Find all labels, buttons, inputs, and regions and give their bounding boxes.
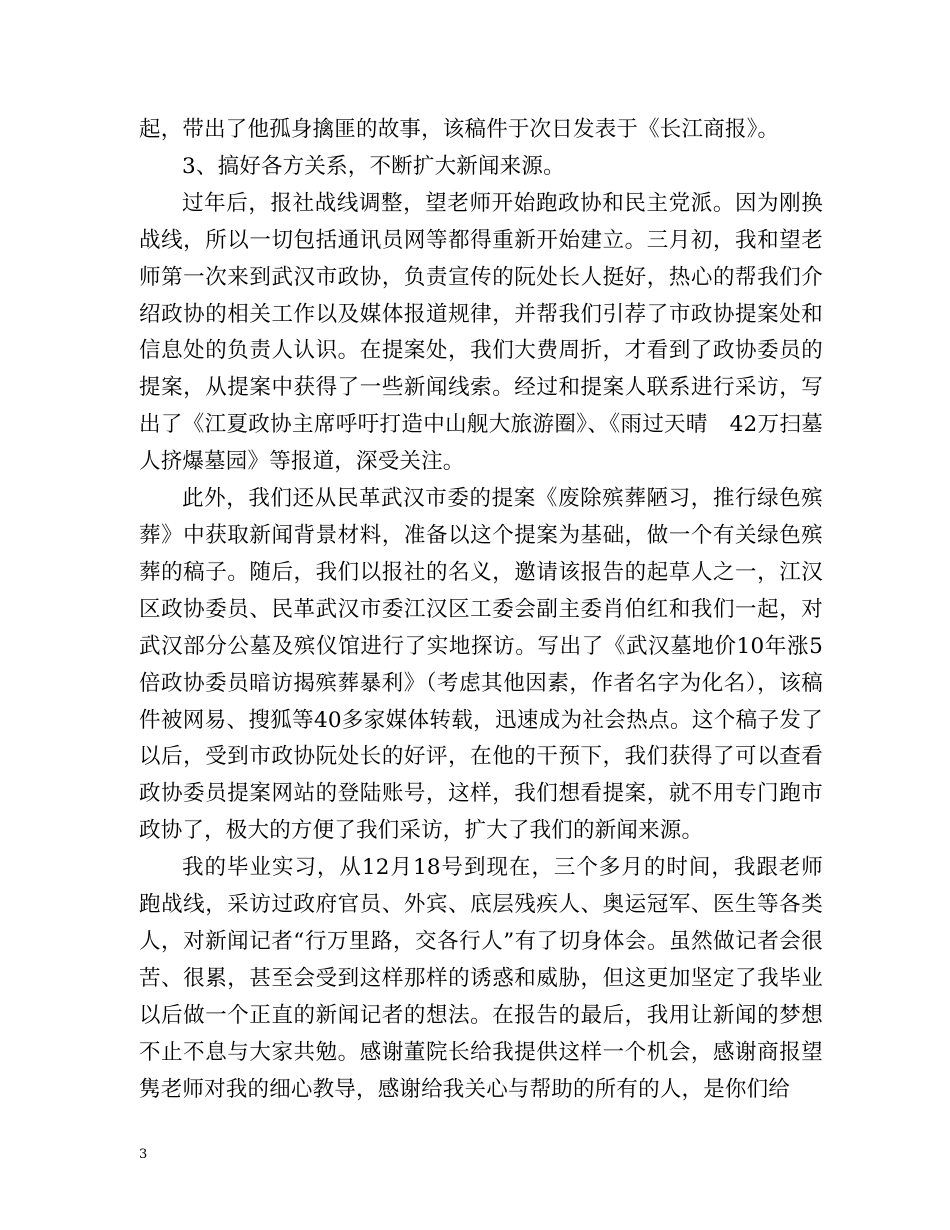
paragraph-internship-summary: 我的毕业实习，从12月18号到现在，三个多月的时间，我跟老师跑战线，采访过政府官员、外宾、底层残疾人、奥运冠军、医生等各类人，对新闻记者“行万里路，交各行人”有了切身体会。虽然做记者会很苦、很累，甚至会受到这样那样的诱惑和威胁，但这更加坚定了我毕业以后做一个正直的新闻记者的想法。在报告的最后，我用让新闻的梦想不止不息与大家共勉。感谢董院长给我提供这样一个机会，感谢商报望隽老师对我的细心教导，感谢给我关心与帮助的所有的人，是你们给 (139, 855, 823, 1102)
page-number: 3 (139, 1147, 148, 1162)
paragraph-continuation: 起，带出了他孤身擒匪的故事，该稿件于次日发表于《长江商报》。 (139, 117, 780, 142)
paragraph-cppcc: 过年后，报社战线调整，望老师开始跑政协和民主党派。因为刚换战线，所以一切包括通讯员网等都得重新开始建立。三月初，我和望老师第一次来到武汉市政协，负责宣传的阮处长人挺好，热心的帮我们介绍政协的相关工作以及媒体报道规律，并帮我们引荐了市政协提案处和信息处的负责人认识。在提案处，我们大费周折，才看到了政协委员的提案，从提案中获得了一些新闻线索。经过和提案人联系进行采访，写出了《江夏政协主席呼吁打造中山舰大旅游圈》、《雨过天晴 42万扫墓人挤爆墓园》等报道，深受关注。 (139, 190, 823, 475)
paragraph-funeral-report: 此外，我们还从民革武汉市委的提案《废除殡葬陋习，推行绿色殡葬》中获取新闻背景材料，准备以这个提案为基础，做一个有关绿色殡葬的稿子。随后，我们以报社的名义，邀请该报告的起草人之一，江汉区政协委员、民革武汉市委江汉区工委会副主委肖伯红和我们一起，对武汉部分公墓及殡仪馆进行了实地探访。写出了《武汉墓地价10年涨5倍政协委员暗访揭殡葬暴利》（考虑其他因素，作者名字为化名），该稿件被网易、搜狐等40多家媒体转载，迅速成为社会热点。这个稿子发了以后，受到市政协阮处长的好评，在他的干预下，我们获得了可以查看政协委员提案网站的登陆账号，这样，我们想看提案，就不用专门跑市政协了，极大的方便了我们采访，扩大了我们的新闻来源。 (139, 486, 823, 844)
body-text (139, 112, 823, 1108)
section-heading: 3、搞好各方关系，不断扩大新闻来源。 (182, 153, 565, 179)
